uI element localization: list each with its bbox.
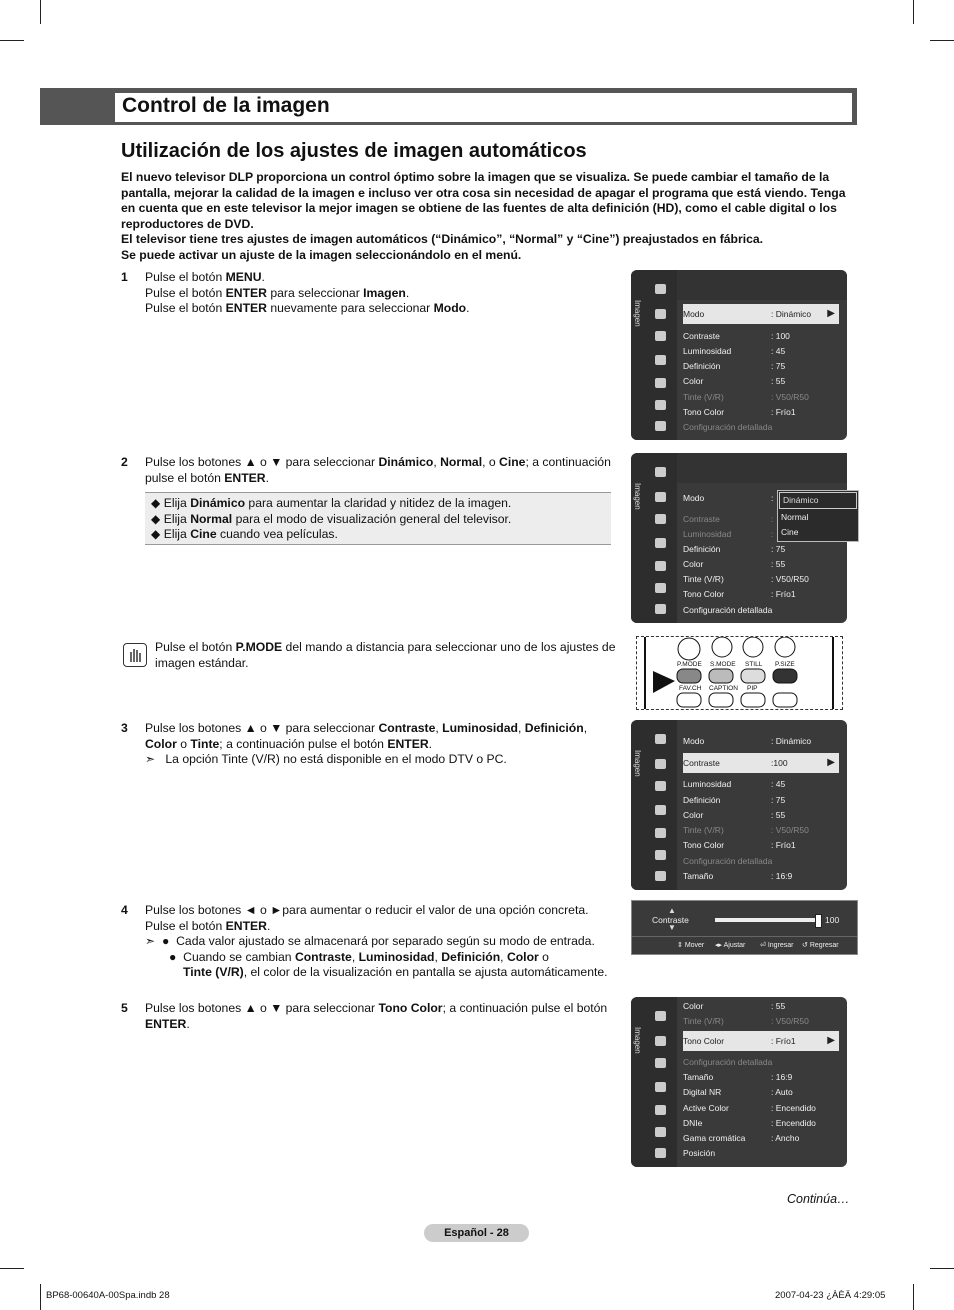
tv-menu-imagen-modo bbox=[631, 270, 847, 440]
footer-file: BP68-00640A-00Spa.indb 28 bbox=[46, 1290, 170, 1301]
input-icon bbox=[655, 1127, 666, 1137]
intro-line: en cuenta que en este televisor la mejor imagen se obtiene de las fuentes de alta definición (HD), como el cable digital o los bbox=[121, 201, 837, 215]
channel-icon bbox=[655, 355, 666, 365]
remote-label: P.SIZE bbox=[775, 661, 795, 668]
menu-row[interactable]: Luminosidad : bbox=[683, 529, 774, 539]
popup-option[interactable]: Normal bbox=[781, 512, 809, 522]
sound-icon bbox=[655, 331, 666, 341]
menu-row[interactable]: Contraste : bbox=[683, 514, 774, 524]
menu-category-label: Imagen bbox=[633, 300, 642, 327]
menu-row[interactable]: Tinte (V/R) : V50/R50 bbox=[683, 1016, 809, 1026]
input-icon bbox=[655, 850, 666, 860]
menu-row[interactable]: Definición : 75 bbox=[683, 544, 786, 554]
menu-row[interactable]: Modo : bbox=[683, 493, 774, 503]
picture-icon bbox=[655, 1036, 666, 1046]
menu-icon bbox=[655, 734, 666, 744]
menu-row[interactable]: Configuración detallada bbox=[683, 422, 773, 432]
page-number-badge: Español - 28 bbox=[424, 1224, 529, 1242]
picture-icon bbox=[655, 759, 666, 769]
support-icon bbox=[655, 871, 666, 881]
remote-label: CAPTION bbox=[709, 685, 738, 692]
menu-row[interactable]: Tinte (V/R) : V50/R50 bbox=[683, 392, 809, 402]
menu-row[interactable]: Tinte (V/R) : V50/R50 bbox=[683, 574, 809, 584]
slider-track[interactable] bbox=[715, 918, 819, 922]
step-number: 5 bbox=[121, 1001, 128, 1015]
menu-row[interactable]: Contraste : 100 bbox=[683, 331, 790, 341]
step-number: 1 bbox=[121, 270, 128, 284]
menu-row[interactable]: Gama cromática : Ancho bbox=[683, 1133, 800, 1143]
intro-line: pantalla, mejorar la calidad de la imagen e incluso ver otra cosa sin necesidad de apagar el programa que está viendo. Tenga bbox=[121, 185, 846, 200]
footer-timestamp: 2007-04-23 ¿ÀÈÄ 4:29:05 bbox=[775, 1290, 886, 1301]
slider-label: Contraste bbox=[652, 915, 689, 925]
input-icon bbox=[655, 583, 666, 593]
menu-row[interactable]: Posición bbox=[683, 1148, 716, 1158]
step-number: 4 bbox=[121, 903, 128, 917]
setup-icon bbox=[655, 378, 666, 388]
slider-fill bbox=[715, 918, 819, 922]
step-number: 2 bbox=[121, 455, 128, 469]
section-title: Utilización de los ajustes de imagen automáticos bbox=[121, 140, 587, 162]
menu-row[interactable]: Tono Color : Frío1 bbox=[683, 589, 796, 599]
menu-row[interactable]: Luminosidad : 45 bbox=[683, 779, 786, 789]
intro-line: El nuevo televisor DLP proporciona un control óptimo sobre la imagen que se visualiza. Se puede cambiar el tamaño de la bbox=[121, 170, 830, 184]
continued-label: Continúa… bbox=[787, 1192, 850, 1206]
menu-row[interactable]: Configuración detallada bbox=[683, 856, 773, 866]
sound-icon bbox=[655, 1058, 666, 1068]
setup-icon bbox=[655, 561, 666, 571]
intro-text bbox=[121, 170, 861, 263]
menu-category-label: Imagen bbox=[633, 750, 642, 777]
remote-control-illustration bbox=[636, 636, 843, 710]
sound-icon bbox=[655, 781, 666, 791]
support-icon bbox=[655, 421, 666, 431]
slider-value: 100 bbox=[825, 915, 840, 925]
contrast-slider-osd: ▲ ▼ Contraste 100 ⇕ Mover ◂▸ Ajustar ⏎ Ingresar ↺ Regresar bbox=[631, 900, 858, 955]
menu-row[interactable]: Active Color : Encendido bbox=[683, 1103, 816, 1113]
step-number: 3 bbox=[121, 721, 128, 735]
setup-icon bbox=[655, 828, 666, 838]
menu-row[interactable]: Configuración detallada bbox=[683, 605, 773, 615]
menu-row[interactable]: Definición : 75 bbox=[683, 795, 786, 805]
menu-row-selected[interactable]: Tono Color : Frío1 ▶ bbox=[683, 1031, 839, 1051]
menu-row[interactable]: Color : 55 bbox=[683, 559, 786, 569]
input-icon bbox=[655, 400, 666, 410]
channel-icon bbox=[655, 805, 666, 815]
menu-category-label: Imagen bbox=[633, 1027, 642, 1054]
setup-icon bbox=[655, 1105, 666, 1115]
tips-box: ◆ Elija Dinámico para aumentar la claridad y nitidez de la imagen. ◆ Elija Normal para el modo de visualización general del televisor. ◆ Elija Cine cuando vea películas. bbox=[145, 492, 611, 545]
channel-icon bbox=[655, 1082, 666, 1092]
remote-label: FAV.CH bbox=[679, 685, 702, 692]
page-title: Control de la imagen bbox=[122, 94, 330, 117]
menu-row[interactable]: Tono Color : Frío1 bbox=[683, 840, 796, 850]
tv-menu-imagen-contraste bbox=[631, 720, 847, 890]
menu-icon bbox=[655, 284, 666, 294]
menu-row[interactable]: DNIe : Encendido bbox=[683, 1118, 816, 1128]
menu-row[interactable]: Digital NR : Auto bbox=[683, 1087, 793, 1097]
menu-row[interactable]: Tamaño : 16:9 bbox=[683, 871, 793, 881]
menu-category-label: Imagen bbox=[633, 483, 642, 510]
menu-row[interactable]: Modo : Dinámico bbox=[683, 736, 812, 746]
intro-line: reproductores de DVD. bbox=[121, 216, 254, 231]
intro-line: Se puede activar un ajuste de la imagen seleccionándolo en el menú. bbox=[121, 247, 522, 262]
menu-row[interactable]: Color : 55 bbox=[683, 1001, 786, 1011]
tv-menu-imagen-modo-popup bbox=[631, 453, 847, 623]
menu-icon bbox=[655, 1011, 666, 1021]
popup-option[interactable]: Dinámico bbox=[779, 492, 857, 509]
channel-icon bbox=[655, 538, 666, 548]
tv-menu-imagen-tono-color bbox=[631, 997, 847, 1167]
menu-row-selected[interactable]: Modo : Dinámico ▶ bbox=[683, 304, 839, 324]
popup-option[interactable]: Cine bbox=[781, 527, 799, 537]
remote-label: P.MODE bbox=[677, 661, 702, 668]
menu-row[interactable]: Configuración detallada bbox=[683, 1057, 773, 1067]
remote-label: S.MODE bbox=[710, 661, 736, 668]
menu-row[interactable]: Definición : 75 bbox=[683, 361, 786, 371]
menu-row-selected[interactable]: Contraste :100 ▶ bbox=[683, 753, 839, 773]
remote-label: PIP bbox=[747, 685, 758, 692]
menu-icon bbox=[655, 467, 666, 477]
picture-icon bbox=[655, 309, 666, 319]
picture-icon bbox=[655, 492, 666, 502]
menu-row[interactable]: Tinte (V/R) : V50/R50 bbox=[683, 825, 809, 835]
mode-popup bbox=[777, 490, 859, 542]
menu-row[interactable]: Color : 55 bbox=[683, 810, 786, 820]
sound-icon bbox=[655, 514, 666, 524]
support-icon bbox=[655, 604, 666, 614]
intro-line: El televisor tiene tres ajustes de imagen automáticos (“Dinámico”, “Normal” y “Cine”) preajustados en fábrica. bbox=[121, 232, 764, 246]
menu-row[interactable]: Color : 55 bbox=[683, 376, 786, 386]
menu-row[interactable]: Luminosidad : 45 bbox=[683, 346, 786, 356]
remote-label: STILL bbox=[745, 661, 763, 668]
hand-icon bbox=[123, 643, 147, 667]
support-icon bbox=[655, 1148, 666, 1158]
menu-row[interactable]: Tono Color : Frío1 bbox=[683, 407, 796, 417]
menu-row[interactable]: Tamaño : 16:9 bbox=[683, 1072, 793, 1082]
slider-handle[interactable] bbox=[815, 914, 822, 928]
